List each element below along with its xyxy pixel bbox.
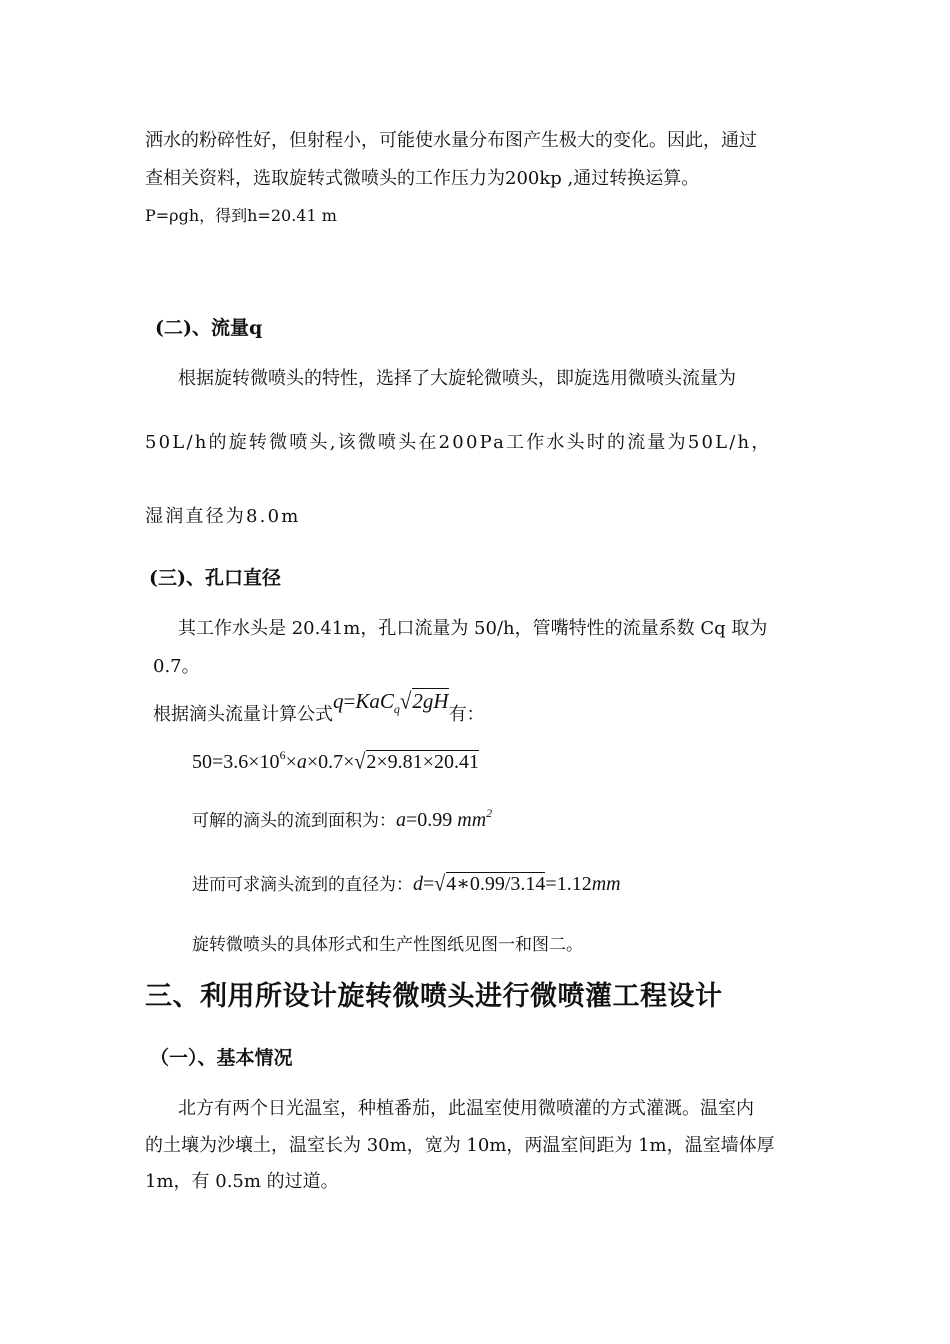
equation-exponent: 2 [486, 806, 493, 820]
paragraph-line: 根据旋转微喷头的特性，选择了大旋轮微喷头，即旋选用微喷头流量为 [178, 368, 736, 389]
section-heading-basic: （一）、基本情况 [150, 1047, 293, 1069]
paragraph-line: 洒水的粉碎性好，但射程小，可能使水量分布图产生极大的变化。因此，通过 [145, 130, 757, 151]
formula-symbol: KaC [355, 689, 394, 713]
formula-radicand: 2gH [412, 689, 449, 713]
paragraph-line: 50L/h的旋转微喷头,该微喷头在200Pa工作水头时的流量为50L/h， [145, 432, 772, 453]
paragraph-line: P=ρgh，得到h=20.41 m [145, 206, 337, 225]
equation-unit: mm [457, 809, 487, 831]
formula-subscript: q [393, 702, 400, 716]
formula-symbol: q [333, 689, 344, 713]
equation-exponent: 6 [279, 748, 286, 762]
section-heading-orifice: (三)、孔口直径 [149, 567, 281, 589]
paragraph-line: 北方有两个日光温室，种植番茄，此温室使用微喷灌的方式灌溉。温室内 [178, 1098, 754, 1119]
sqrt-sign: √ [354, 749, 366, 775]
diameter-result-line [192, 870, 621, 896]
sqrt-sign: √ [399, 687, 412, 715]
paragraph-line: 1m，有 0.5m 的过道。 [145, 1171, 339, 1192]
equation-radicand: 2×9.81×20.41 [366, 751, 479, 773]
paragraph-line: 0.7。 [153, 656, 200, 677]
formula-symbol: = [343, 689, 356, 713]
equation-term: × [285, 751, 297, 773]
paragraph-line: 查相关资料，选取旋转式微喷头的工作压力为200kp ,通过转换运算。 [145, 168, 700, 189]
formula-line [153, 687, 485, 725]
section-heading-flow: (二)、流量q [155, 317, 263, 339]
equation-term: 50=3.6×10 [192, 751, 280, 773]
equation-term: =0.99 [406, 809, 453, 831]
area-result-line [192, 806, 492, 832]
equation-term: = [423, 873, 435, 895]
equation-term: d [413, 873, 423, 895]
chapter-heading: 三、利用所设计旋转微喷头进行微喷灌工程设计 [145, 981, 723, 1012]
sqrt-sign: √ [434, 871, 446, 897]
equation-term: =1.12 [545, 873, 592, 895]
paragraph-line: 其工作水头是 20.41m，孔口流量为 50/h，管嘴特性的流量系数 Cq 取为 [178, 618, 768, 639]
area-result-label: 可解的滴头的流到面积为： [192, 811, 396, 831]
diameter-result-label: 进而可求滴头流到的直径为： [192, 875, 413, 895]
equation-unit: mm [591, 873, 621, 895]
paragraph-line: 旋转微喷头的具体形式和生产性图纸见图一和图二。 [192, 935, 583, 955]
equation-flow-substitution [192, 748, 479, 774]
equation-term: ×0.7× [306, 751, 355, 773]
equation-radicand: 4∗0.99/3.14 [446, 873, 546, 895]
formula-outro: 有： [448, 704, 485, 725]
paragraph-line: 湿润直径为8.0m [145, 506, 301, 527]
paragraph-line: 的土壤为沙壤土，温室长为 30m，宽为 10m，两温室间距为 1m，温室墙体厚 [145, 1135, 775, 1156]
equation-term: a [396, 809, 406, 831]
formula-intro: 根据滴头流量计算公式 [153, 704, 333, 725]
equation-term: a [296, 751, 307, 773]
flow-formula [333, 687, 449, 716]
